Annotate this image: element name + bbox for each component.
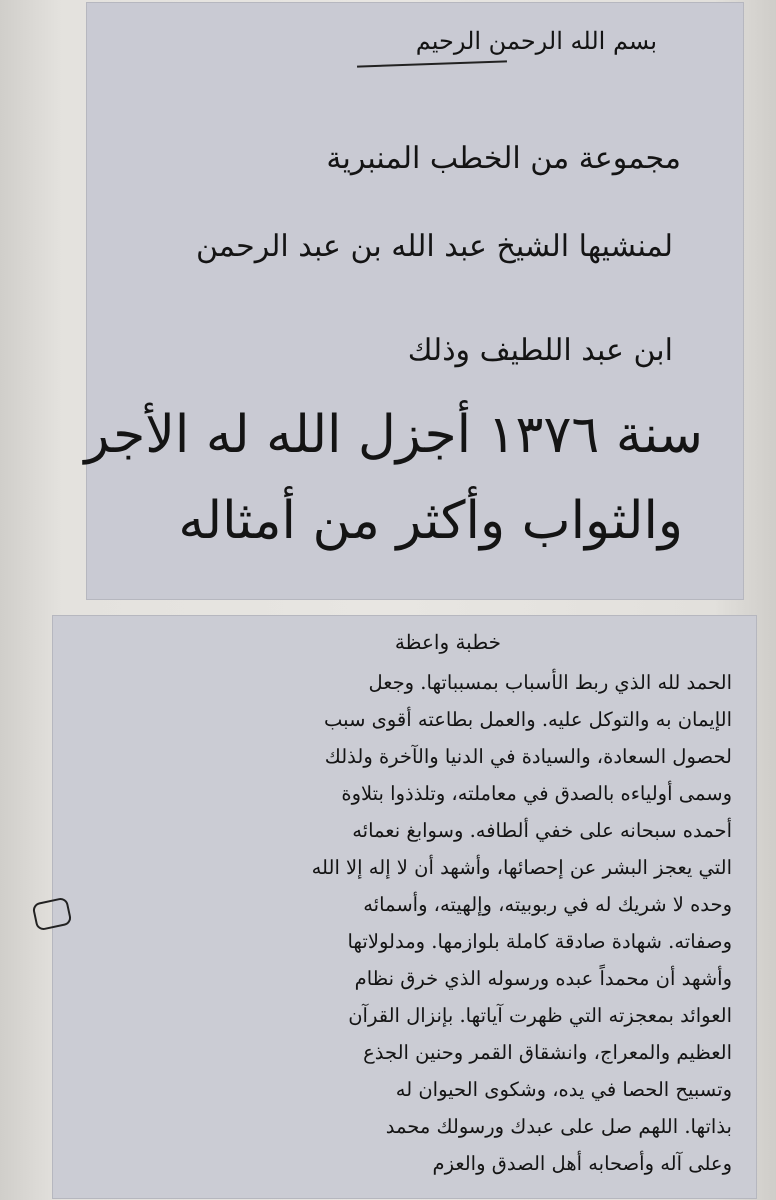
sermon-line: وتسبيح الحصا في يده، وشكوى الحيوان له — [395, 1078, 732, 1101]
sermon-line: أحمده سبحانه على خفي ألطافه. وسوابغ نعمائه — [352, 819, 732, 842]
sermon-title: خطبة واعظة — [394, 630, 501, 654]
basmala-underline — [357, 60, 507, 67]
sermon-line: العظيم والمعراج، وانشقاق القمر وحنين الجذع — [363, 1041, 732, 1064]
basmala: بسم الله الرحمن الرحيم — [415, 27, 657, 55]
sermon-line: وصفاته. شهادة صادقة كاملة بلوازمها. ومدلولاتها — [347, 930, 732, 953]
sermon-line: التي يعجز البشر عن إحصائها، وأشهد أن لا إله إلا الله — [311, 856, 732, 879]
sermon-line: وعلى آله وأصحابه أهل الصدق والعزم — [432, 1152, 732, 1175]
sermon-line: وأشهد أن محمداً عبده ورسوله الذي خرق نظام — [354, 967, 732, 990]
sermon-line: الحمد لله الذي ربط الأسباب بمسبباتها. وجعل — [368, 671, 732, 694]
sermon-line: الإيمان به والتوكل عليه. والعمل بطاعته أقوى سبب — [324, 708, 732, 731]
year-line: سنة ١٣٧٦ أجزل الله له الأجر — [84, 405, 703, 465]
collection-title: مجموعة من الخطب المنبرية — [326, 141, 681, 176]
author-line: لمنشيها الشيخ عبد الله بن عبد الرحمن — [195, 229, 673, 264]
sermon-line: بذاتها. اللهم صل على عبدك ورسولك محمد — [385, 1115, 732, 1138]
closing-prayer-line: والثواب وأكثر من أمثاله — [178, 491, 683, 551]
title-sheet — [86, 2, 744, 600]
sermon-line: وحده لا شريك له في ربوبيته، وإلهيته، وأسمائه — [363, 893, 732, 916]
sermon-sheet — [52, 615, 757, 1199]
sermon-line: وسمى أولياءه بالصدق في معاملته، وتلذذوا بتلاوة — [341, 782, 732, 805]
sermon-line: لحصول السعادة، والسيادة في الدنيا والآخرة ولذلك — [324, 745, 732, 768]
author-lineage-line: ابن عبد اللطيف وذلك — [407, 333, 673, 368]
sermon-line: العوائد بمعجزته التي ظهرت آياتها. بإنزال القرآن — [348, 1004, 732, 1027]
